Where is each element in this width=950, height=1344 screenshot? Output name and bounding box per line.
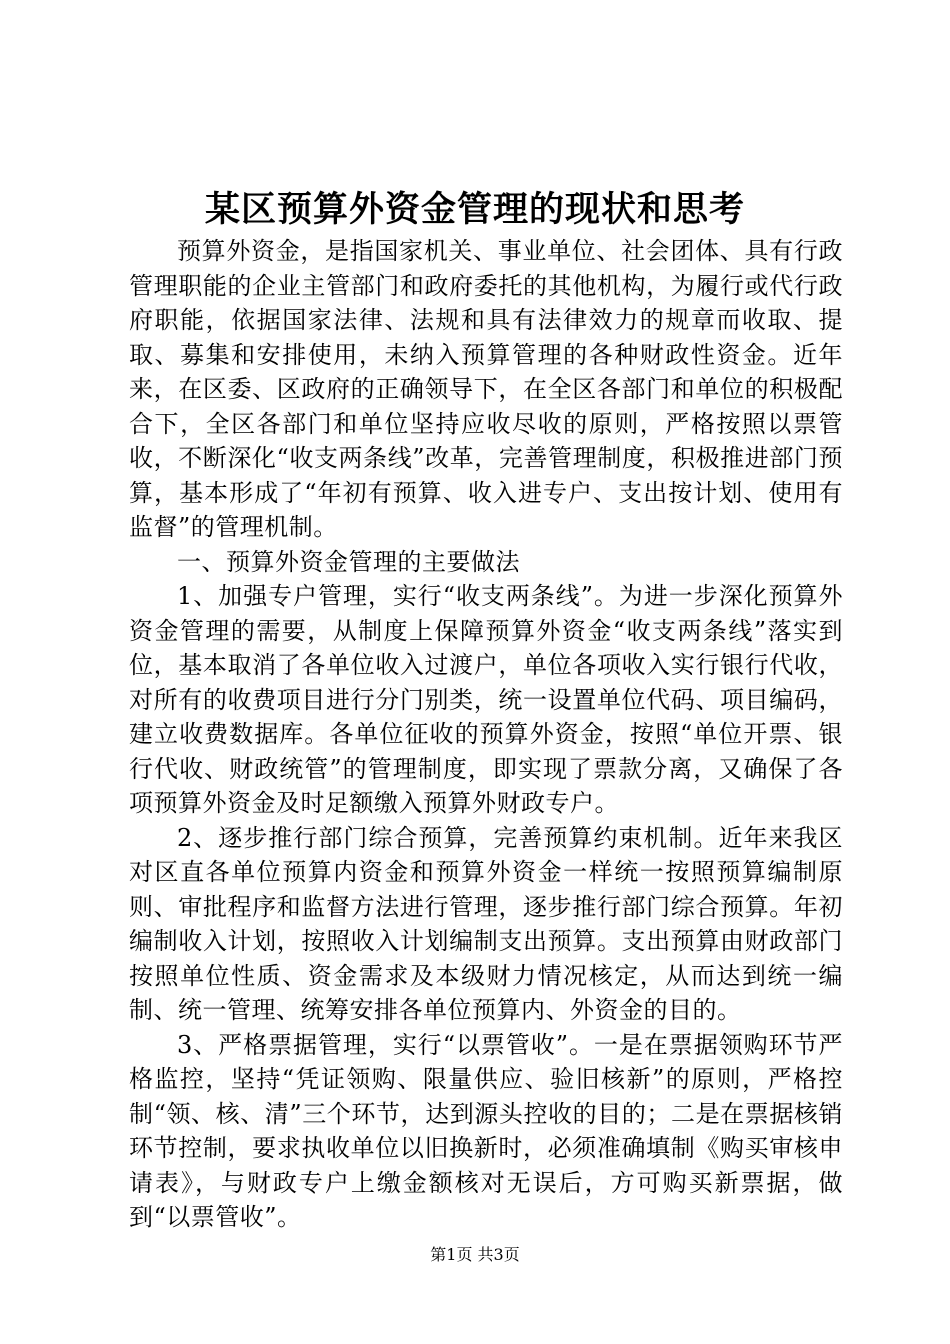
paragraph-item-1: 1、加强专户管理，实行“收支两条线”。为进一步深化预算外资金管理的需要，从制度上保障预算外资金“收支两条线”落实到位，基本取消了各单位收入过渡户，单位各项收入实行银行代收，对所有的收费项目进行分门别类，统一设置单位代码、项目编码，建立收费数据库。各单位征收的预算外资金，按照“单位开票、银行代收、财政统管”的管理制度，即实现了票款分离，又确保了各项预算外资金及时足额缴入预算外财政专户。 (129, 582, 843, 817)
document-body (129, 234, 843, 1235)
page-number-footer: 第1页 共3页 (430, 1245, 520, 1264)
document-title: 某区预算外资金管理的现状和思考 (204, 189, 745, 230)
paragraph-item-2: 2、逐步推行部门综合预算，完善预算约束机制。近年来我区对区直各单位预算内资金和预算外资金一样统一按照预算编制原则、审批程序和监督方法进行管理，逐步推行部门综合预算。年初编制收入计划，按照收入计划编制支出预算。支出预算由财政部门按照单位性质、资金需求及本级财力情况核定，从而达到统一编制、统一管理、统筹安排各单位预算内、外资金的目的。 (129, 823, 843, 1024)
paragraph-intro: 预算外资金，是指国家机关、事业单位、社会团体、具有行政管理职能的企业主管部门和政府委托的其他机构，为履行或代行政府职能，依据国家法律、法规和具有法律效力的规章而收取、提取、募集和安排使用，未纳入预算管理的各种财政性资金。近年来，在区委、区政府的正确领导下，在全区各部门和单位的积极配合下，全区各部门和单位坚持应收尽收的原则，严格按照以票管收，不断深化“收支两条线”改革，完善管理制度，积极推进部门预算，基本形成了“年初有预算、收入进专户、支出按计划、使用有监督”的管理机制。 (129, 237, 843, 541)
paragraph-item-3: 3、严格票据管理，实行“以票管收”。一是在票据领购环节严格监控，坚持“凭证领购、限量供应、验旧核新”的原则，严格控制“领、核、清”三个环节，达到源头控收的目的；二是在票据核销环节控制，要求执收单位以旧换新时，必须准确填制《购买审核申请表》，与财政专户上缴金额核对无误后，方可购买新票据，做到“以票管收”。 (129, 1030, 843, 1231)
section-heading: 一、预算外资金管理的主要做法 (177, 547, 520, 576)
